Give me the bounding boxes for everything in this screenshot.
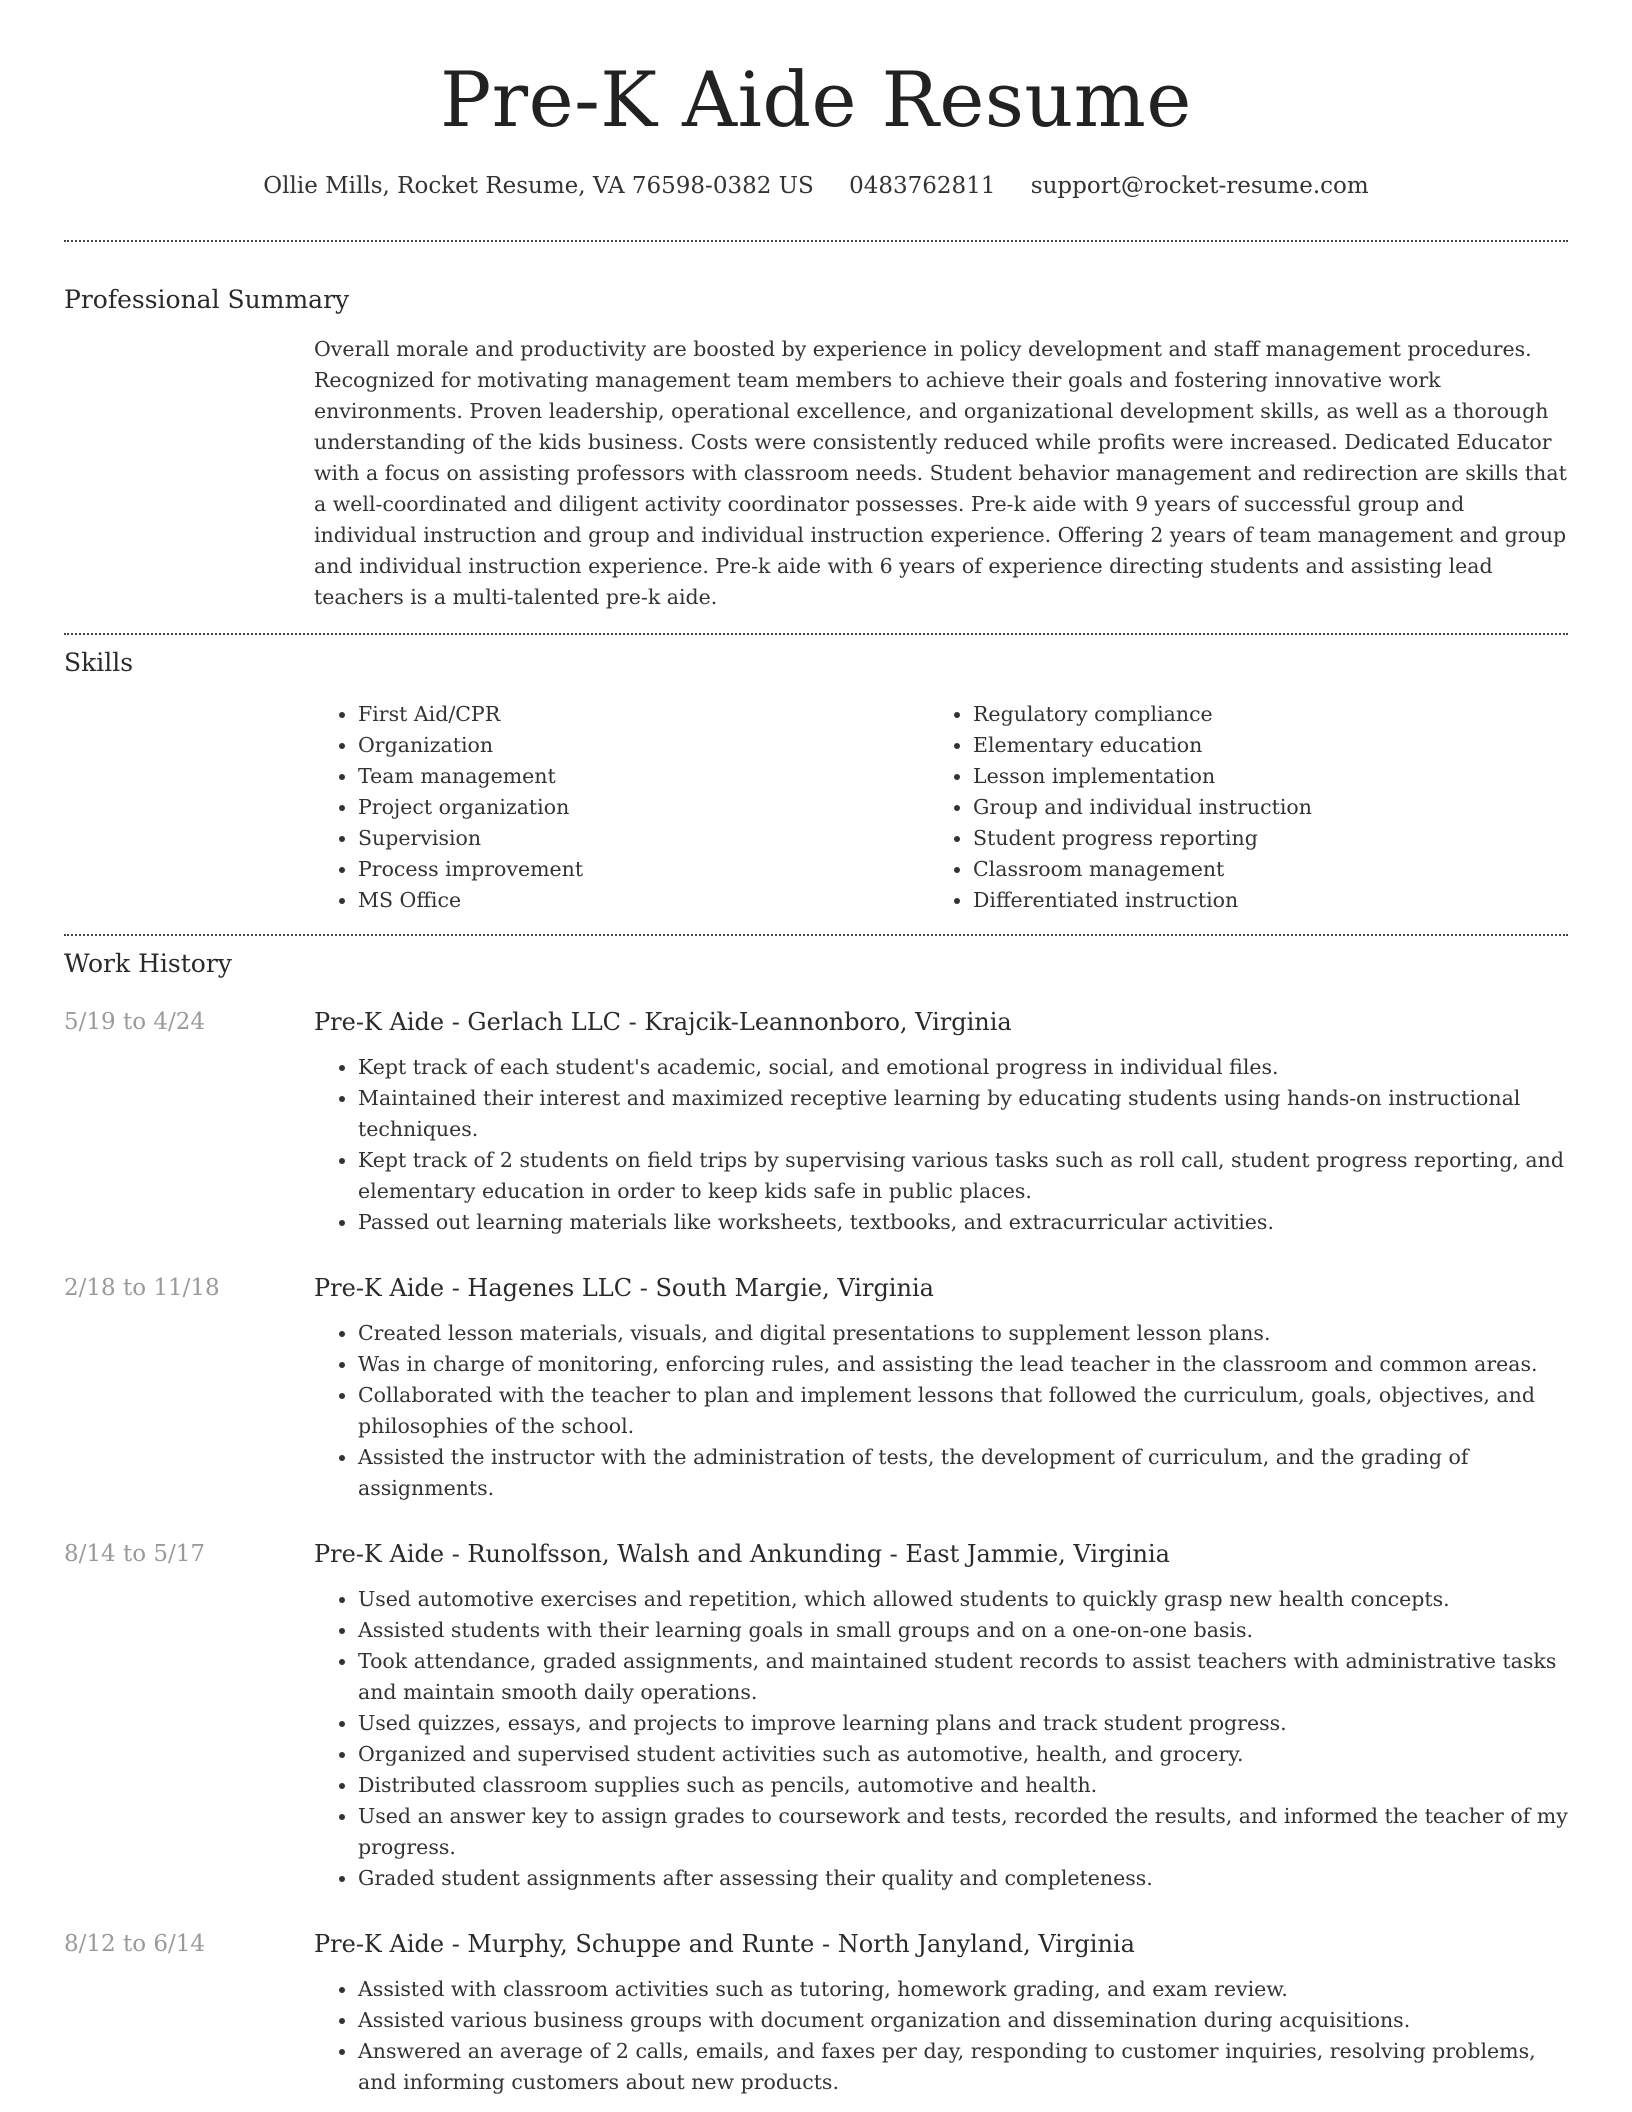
job-dates: 2/18 to 11/18 [64,1275,220,1301]
job-details [314,1004,1568,1238]
skills-column-right [929,699,1544,916]
job-bullet: • Passed out learning materials like worksheets, textbooks, and extracurricular activities. [358,1207,1568,1238]
skill-item: • Group and individual instruction [973,792,1544,823]
skill-item: • Elementary education [973,730,1544,761]
job-entry [64,1004,1568,1238]
job-details [314,1270,1568,1504]
skill-item: • First Aid/CPR [358,699,929,730]
skill-item: • Supervision [358,823,929,854]
job-bullets [314,1318,1568,1504]
summary-text: Overall morale and productivity are boosted by experience in policy development and staff management procedures. Recognized for motivating management team members to achieve their goals and fostering innovative work environments. Proven leadership, operational excellence, and organizational development skills, as well as a thorough understanding of the kids business. Costs were consistently reduced while profits were increased. Dedicated Educator with a focus on assisting professors with classroom needs. Student behavior management and redirection are skills that a well-coordinated and diligent activity coordinator possesses. Pre-k aide with 9 years of successful group and individual instruction and group and individual instruction experience. Offering 2 years of team management and group and individual instruction experience. Pre-k aide with 6 years of experience directing students and assisting lead teachers is a multi-talented pre-k aide. [314,337,1567,609]
skill-item: • Organization [358,730,929,761]
skills-heading: Skills [64,648,134,677]
job-bullet: • Took attendance, graded assignments, and maintained student records to assist teachers with administrative tasks and maintain smooth daily operations. [358,1646,1568,1708]
summary-heading: Professional Summary [64,285,350,314]
job-bullet: • Kept track of 2 students on field trips by supervising various tasks such as roll call, student progress reporting, and elementary education in order to keep kids safe in public places. [358,1145,1568,1207]
job-header: Pre-K Aide - Runolfsson, Walsh and Ankunding - East Jammie, Virginia [314,1540,1170,1568]
resume-page [64,0,1568,2098]
job-bullets [314,1052,1568,1238]
work-history-heading: Work History [64,949,232,978]
skill-item: • Classroom management [973,854,1544,885]
job-header: Pre-K Aide - Murphy, Schuppe and Runte - North Janyland, Virginia [314,1930,1135,1958]
job-bullet: • Assisted with classroom activities such as tutoring, homework grading, and exam review. [358,1974,1568,2005]
job-entry [64,1926,1568,2098]
job-bullet: • Distributed classroom supplies such as pencils, automotive and health. [358,1770,1568,1801]
skill-item: • MS Office [358,885,929,916]
skill-item: • Lesson implementation [973,761,1544,792]
job-bullet: • Used quizzes, essays, and projects to improve learning plans and track student progress. [358,1708,1568,1739]
job-bullet: • Used an answer key to assign grades to coursework and tests, recorded the results, and informed the teacher of my progress. [358,1801,1568,1863]
job-dates: 5/19 to 4/24 [64,1009,206,1035]
resume-title: Pre-K Aide Resume [440,55,1192,144]
job-entry [64,1536,1568,1894]
job-bullet: • Kept track of each student's academic, social, and emotional progress in individual files. [358,1052,1568,1083]
skills-column-left [314,699,929,916]
skill-item: • Team management [358,761,929,792]
job-header: Pre-K Aide - Gerlach LLC - Krajcik-Leannonboro, Virginia [314,1008,1012,1036]
job-entry [64,1270,1568,1504]
job-dates: 8/12 to 6/14 [64,1931,206,1957]
contact-phone: 0483762811 [849,173,996,199]
skill-item: • Project organization [358,792,929,823]
job-bullet: • Created lesson materials, visuals, and digital presentations to supplement lesson plans. [358,1318,1568,1349]
job-bullet: • Assisted students with their learning goals in small groups and on a one-on-one basis. [358,1615,1568,1646]
section-divider [64,240,1568,242]
job-dates: 8/14 to 5/17 [64,1541,206,1567]
skill-item: • Student progress reporting [973,823,1544,854]
skill-item: • Process improvement [358,854,929,885]
job-bullet: • Assisted various business groups with document organization and dissemination during acquisitions. [358,2005,1568,2036]
skill-item: • Regulatory compliance [973,699,1544,730]
job-details [314,1536,1568,1894]
job-header: Pre-K Aide - Hagenes LLC - South Margie, Virginia [314,1274,934,1302]
contact-address: Ollie Mills, Rocket Resume, VA 76598-0382 US [263,173,814,199]
job-bullets [314,1974,1568,2098]
job-bullet: • Used automotive exercises and repetition, which allowed students to quickly grasp new health concepts. [358,1584,1568,1615]
job-bullet: • Maintained their interest and maximized receptive learning by educating students using hands-on instructional techniques. [358,1083,1568,1145]
job-bullet: • Answered an average of 2 calls, emails, and faxes per day, responding to customer inquiries, resolving problems, and informing customers about new products. [358,2036,1568,2098]
job-bullet: • Collaborated with the teacher to plan and implement lessons that followed the curriculum, goals, objectives, and philosophies of the school. [358,1380,1568,1442]
skills-list [314,699,1568,916]
contact-email: support@rocket-resume.com [1030,173,1369,199]
job-bullets [314,1584,1568,1894]
job-details [314,1926,1568,2098]
contact-line [64,168,1568,204]
section-divider [64,934,1568,936]
skill-item: • Differentiated instruction [973,885,1544,916]
job-bullet: • Organized and supervised student activities such as automotive, health, and grocery. [358,1739,1568,1770]
job-bullet: • Graded student assignments after assessing their quality and completeness. [358,1863,1568,1894]
job-bullet: • Was in charge of monitoring, enforcing rules, and assisting the lead teacher in the classroom and common areas. [358,1349,1568,1380]
job-bullet: • Assisted the instructor with the administration of tests, the development of curriculum, and the grading of assignments. [358,1442,1568,1504]
section-divider [64,633,1568,635]
